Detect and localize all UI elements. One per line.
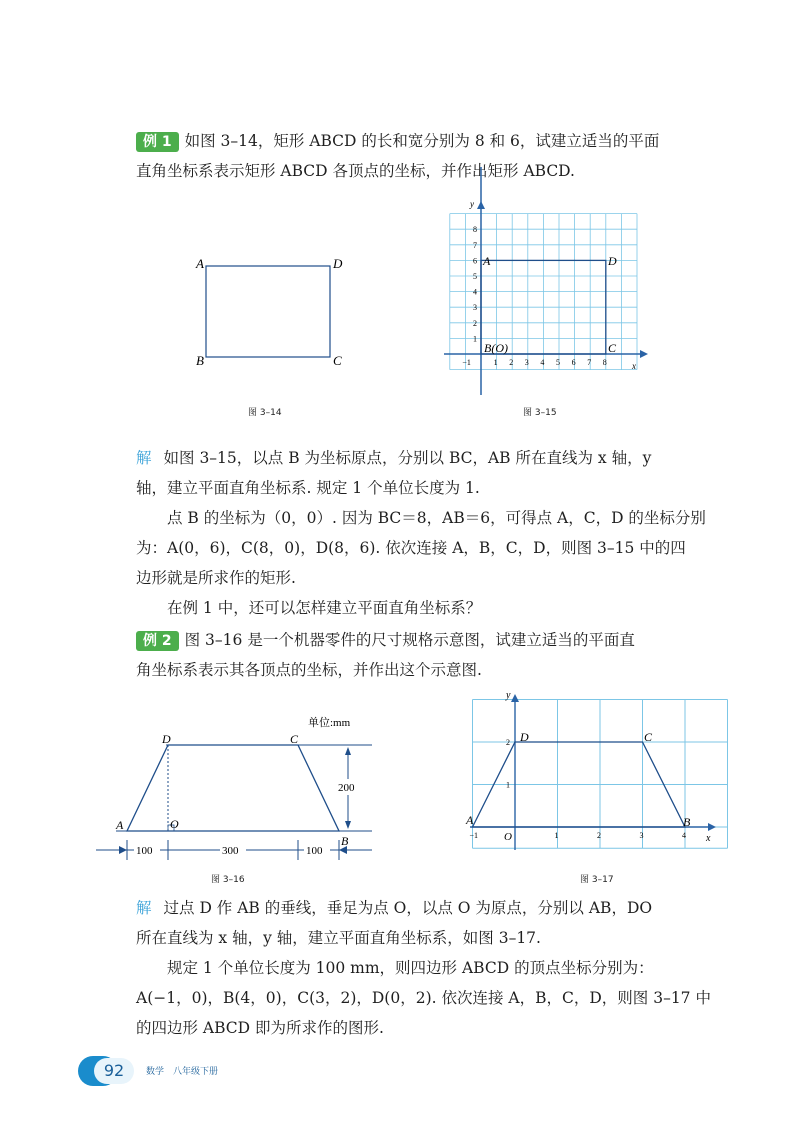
x-tick-label: 8 — [602, 358, 607, 367]
point-c: C — [644, 730, 653, 744]
y-tick-label: 7 — [473, 240, 477, 250]
solution-2-line2: 所在直线为 x 轴，y 轴，建立平面直角坐标系，如图 3–17. — [136, 929, 541, 947]
dim-left: 100 — [136, 845, 153, 857]
y-axis-label: y — [470, 199, 474, 209]
figure-3-16 — [96, 712, 376, 887]
solution-2-line4: A(−1，0)，B(4，0)，C(3，2)，D(0，2). 依次连接 A，B，C，D，则图 3–17 中 — [136, 989, 711, 1007]
x-tick-label: −1 — [462, 358, 471, 367]
label-c: C — [290, 732, 299, 746]
solution-2-line3: 规定 1 个单位长度为 100 mm，则四边形 ABCD 的顶点坐标分别为： — [167, 959, 654, 977]
label-d: D — [333, 256, 343, 271]
example-2-tag: 例 2 — [136, 631, 179, 651]
question: 在例 1 中，还可以怎样建立平面直角坐标系？ — [167, 599, 482, 617]
x-tick-label: 1 — [493, 358, 498, 367]
solution-2-line5: 的四边形 ABCD 即为所求作的图形. — [136, 1019, 384, 1037]
label-b: B — [341, 834, 349, 848]
example-1-line2: 直角坐标系表示矩形 ABCD 各顶点的坐标，并作出矩形 ABCD. — [136, 162, 575, 180]
example-2-line1: 图 3–16 是一个机器零件的尺寸规格示意图，试建立适当的平面直 — [184, 631, 635, 649]
solution-1-line3: 点 B 的坐标为（0，0）. 因为 BC＝8，AB＝6，可得点 A，C，D 的坐标分别 — [167, 509, 706, 527]
x-tick-label: −1 — [469, 831, 479, 840]
solution-1-line4: 为：A(0，6)，C(8，0)，D(8，6). 依次连接 A，B，C，D，则图 3–15 中的四 — [136, 539, 686, 557]
y-axis-arrow — [511, 694, 519, 702]
dim-right: 100 — [306, 845, 323, 857]
dim-arrow-a — [119, 846, 127, 854]
solution-1-line1: 如图 3–15，以点 B 为坐标原点，分别以 BC，AB 所在直线为 x 轴，y — [163, 449, 652, 467]
example-2-text — [136, 625, 726, 685]
x-axis-arrow — [708, 823, 716, 831]
label-c: C — [333, 353, 342, 368]
dim-mid: 300 — [222, 845, 239, 857]
x-tick-label: 7 — [587, 358, 592, 367]
caption-3-15: 图 3–15 — [523, 408, 557, 418]
y-tick-label: 8 — [473, 225, 477, 235]
point-a: A — [483, 254, 491, 268]
label-a: A — [196, 256, 204, 271]
label-b: B — [196, 353, 204, 368]
solution-2-line1: 过点 D 作 AB 的垂线，垂足为点 O，以点 O 为原点，分别以 AB，DO — [163, 899, 653, 917]
solution-2-text — [136, 893, 726, 1043]
y-tick-label: 5 — [473, 272, 477, 281]
x-tick-label: 2 — [509, 358, 514, 367]
y-axis-label: y — [506, 690, 511, 701]
label-d: D — [162, 732, 171, 746]
x-tick-label: 6 — [571, 358, 576, 367]
point-d: D — [520, 730, 529, 744]
y-tick-label: 3 — [473, 303, 477, 313]
point-b-origin: B(O) — [484, 341, 508, 355]
x-tick-label: 3 — [639, 831, 644, 840]
unit-label: 单位:mm — [308, 717, 351, 729]
example-1-text — [136, 126, 726, 186]
x-axis-label: x — [632, 361, 636, 371]
x-axis-arrow — [640, 350, 648, 358]
footer-title: 数学 八年级下册 — [146, 1067, 219, 1077]
point-b: B — [683, 815, 691, 829]
point-d: D — [608, 254, 617, 268]
dim-height: 200 — [338, 782, 355, 794]
solution-1-line2: 轴，建立平面直角坐标系. 规定 1 个单位长度为 1. — [136, 479, 480, 497]
example-1-tag: 例 1 — [136, 132, 179, 152]
y-tick-label: 1 — [473, 334, 477, 344]
caption-3-17: 图 3–17 — [580, 875, 614, 885]
y-tick-label: 2 — [506, 738, 510, 747]
y-tick-label: 1 — [506, 780, 510, 790]
label-o: O — [170, 817, 179, 831]
y-tick-label: 2 — [473, 318, 477, 328]
example-2-line2: 角坐标系表示其各顶点的坐标，并作出这个示意图. — [136, 661, 482, 679]
y-tick-label: 4 — [473, 287, 477, 297]
solution-1-line5: 边形就是所求作的矩形. — [136, 569, 296, 587]
x-tick-label: 1 — [554, 831, 559, 840]
label-a: A — [116, 818, 124, 832]
solution-1-text — [136, 443, 726, 623]
x-axis-label: x — [706, 833, 711, 844]
example-1-line1: 如图 3–14，矩形 ABCD 的长和宽分别为 8 和 6，试建立适当的平面 — [184, 132, 660, 150]
rectangle-abcd — [206, 266, 330, 357]
figure-3-17 — [462, 690, 722, 885]
page-number: 92 — [94, 1058, 134, 1084]
point-a: A — [466, 813, 474, 827]
trapezoid-abcd — [127, 745, 339, 831]
height-arrow-bottom — [345, 821, 351, 829]
point-c: C — [608, 341, 617, 355]
x-tick-label: 4 — [540, 358, 545, 367]
y-axis-arrow — [477, 201, 485, 209]
x-tick-label: 2 — [597, 831, 601, 840]
caption-3-14: 图 3–14 — [248, 408, 282, 418]
x-tick-label: 5 — [556, 358, 560, 367]
y-tick-label: 6 — [473, 256, 477, 266]
caption-3-16: 图 3–16 — [211, 875, 245, 885]
ticks-3-17 — [470, 738, 687, 840]
x-tick-label: 4 — [682, 831, 686, 840]
figure-3-15 — [440, 195, 660, 425]
x-tick-label: 3 — [524, 358, 529, 367]
solution-1-tag: 解 — [136, 449, 152, 467]
origin-label: O — [504, 831, 512, 843]
solution-2-tag: 解 — [136, 899, 152, 917]
figure-3-14 — [190, 250, 360, 430]
height-arrow-top — [345, 747, 351, 755]
